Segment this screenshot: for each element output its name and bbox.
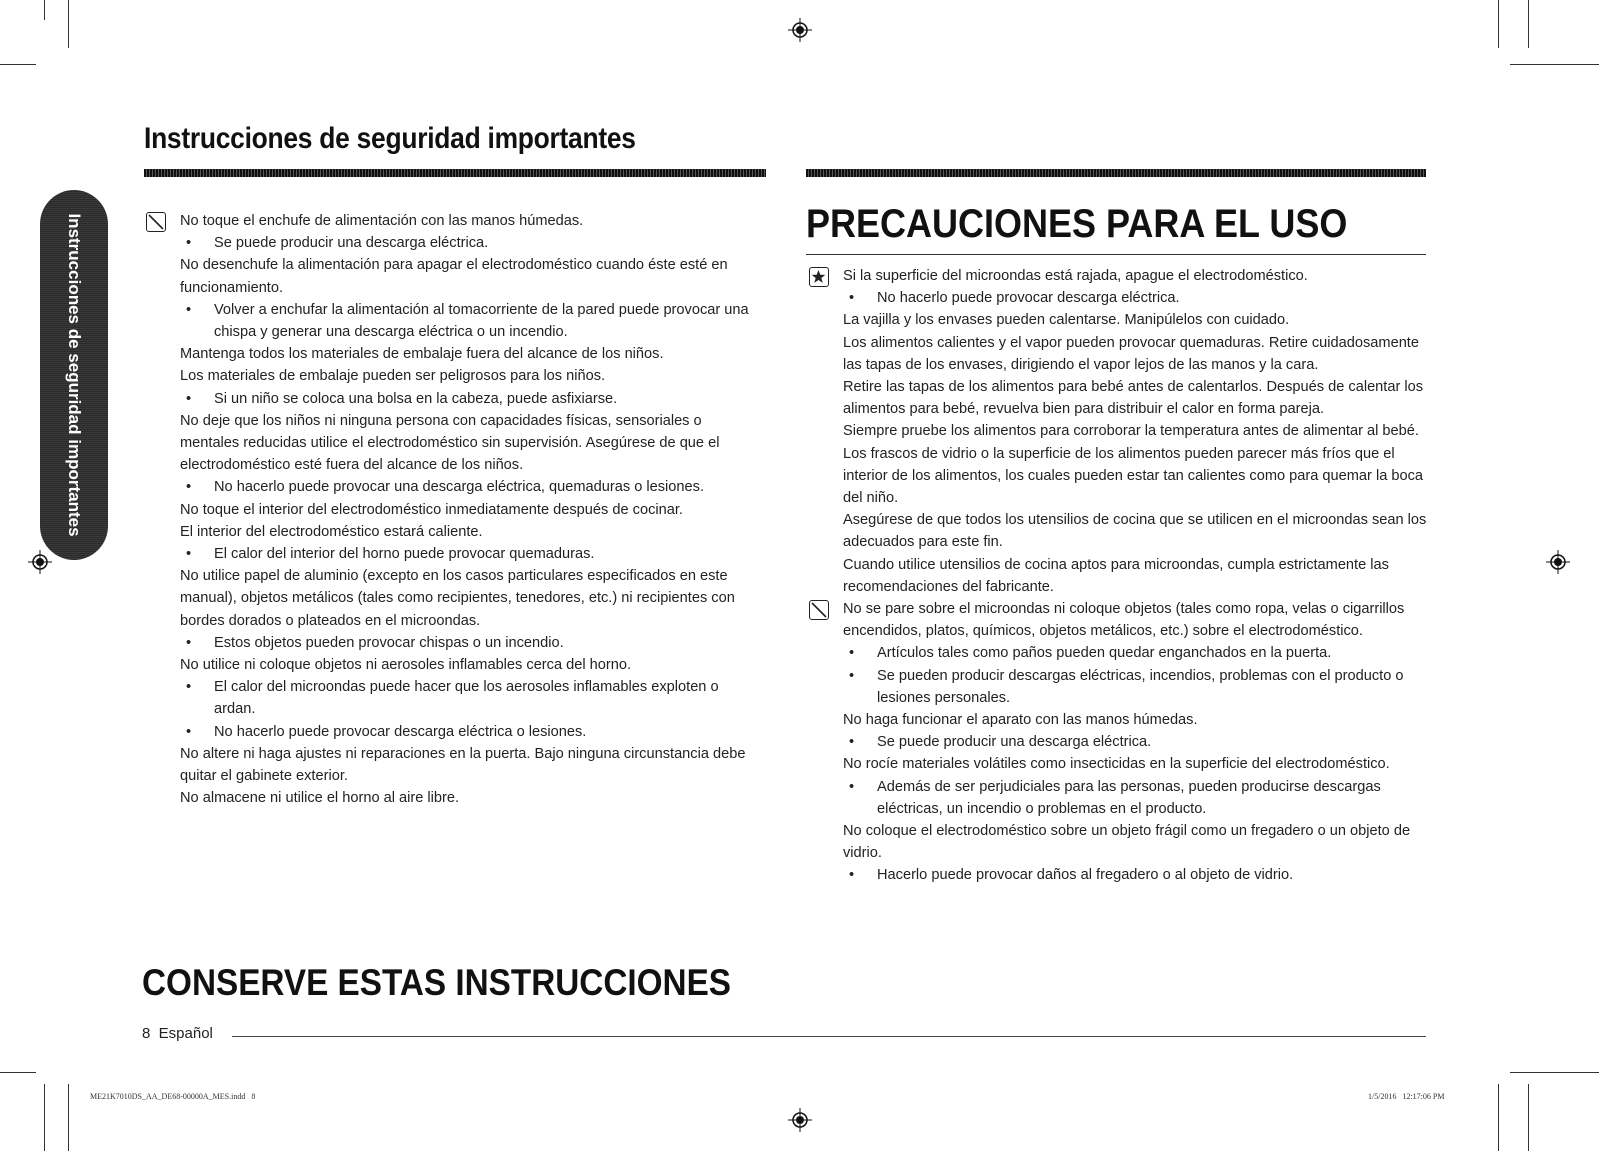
section-title-rule bbox=[806, 254, 1426, 255]
paragraph: Los alimentos calientes y el vapor pueden provocar quemaduras. Retire cuidadosamente las tapas de los envases, dirigiendo el vapor lejos de las manos y la cara. bbox=[843, 334, 1419, 373]
side-tab bbox=[40, 190, 108, 560]
bullet-item: • El calor del interior del horno puede provocar quemaduras. bbox=[180, 543, 762, 565]
paragraph: Retire las tapas de los alimentos para bebé antes de calentarlos. Después de calentar los alimentos para bebé, revuelva bien para distribuir el calor en forma pareja. bbox=[843, 379, 1424, 418]
paragraph: Los materiales de embalaje pueden ser peligrosos para los niños. bbox=[180, 368, 606, 385]
star-note-icon bbox=[809, 267, 829, 287]
paragraph: No rocíe materiales volátiles como insecticidas en la superficie del electrodoméstico. bbox=[843, 756, 1390, 773]
paragraph: No utilice ni coloque objetos ni aerosoles inflamables cerca del horno. bbox=[180, 657, 632, 674]
header-rule-left bbox=[144, 169, 766, 177]
paragraph: La vajilla y los envases pueden calentarse. Manipúlelos con cuidado. bbox=[843, 312, 1290, 329]
paragraph: No almacene ni utilice el horno al aire libre. bbox=[180, 790, 460, 807]
prohibition-icon bbox=[146, 212, 166, 232]
bullet-item: • Volver a enchufar la alimentación al tomacorriente de la pared puede provocar una chispa y generar una descarga eléctrica o un incendio. bbox=[180, 299, 762, 343]
warning-item: No se pare sobre el microondas ni coloque objetos (tales como ropa, velas o cigarrillos encendidos, platos, químicos, objetos metálicos, etc.) sobre el electrodoméstico. bbox=[843, 598, 1429, 642]
bullet-item: • Estos objetos pueden provocar chispas o un incendio. bbox=[180, 632, 762, 654]
paragraph: Siempre pruebe los alimentos para corroborar la temperatura antes de alimentar al bebé. Los frascos de vidrio o la superficie de los alimentos pueden parecer más fríos que el interior de los alimentos, los cuales pueden estar tan calientes como para quemar la boca del niño. bbox=[843, 423, 1424, 507]
paragraph: No utilice papel de aluminio (excepto en los casos particulares especificados en este manual), objetos metálicos (tales como recipientes, tenedores, etc.) ni recipientes con bordes dorados o plateados en el microondas. bbox=[180, 568, 735, 629]
paragraph: No toque el interior del electrodoméstico inmediatamente después de cocinar. bbox=[180, 501, 683, 518]
save-instructions-title: CONSERVE ESTAS INSTRUCCIONES bbox=[142, 962, 732, 1003]
registration-mark-icon bbox=[28, 550, 52, 574]
paragraph: Cuando utilice utensilios de cocina aptos para microondas, cumpla estrictamente las recomendaciones del fabricante. bbox=[843, 556, 1389, 595]
bullet-item: • Además de ser perjudiciales para las personas, pueden producirse descargas eléctricas, un incendio o problemas en el producto. bbox=[843, 776, 1429, 820]
bullet-item: • No hacerlo puede provocar descarga eléctrica o lesiones. bbox=[180, 721, 762, 743]
bullet-item: • Se puede producir una descarga eléctrica. bbox=[843, 731, 1429, 753]
paragraph: No coloque el electrodoméstico sobre un objeto frágil como un fregadero o un objeto de vidrio. bbox=[843, 823, 1411, 862]
left-column bbox=[180, 210, 762, 809]
paragraph: Asegúrese de que todos los utensilios de cocina que se utilicen en el microondas sean los adecuados para este fin. bbox=[843, 512, 1427, 551]
header-rule-right bbox=[806, 169, 1426, 177]
paragraph: No desenchufe la alimentación para apagar el electrodoméstico cuando éste esté en funcionamiento. bbox=[180, 257, 728, 296]
warning-item: No toque el enchufe de alimentación con las manos húmedas. bbox=[180, 210, 762, 232]
bullet-item: • Se pueden producir descargas eléctricas, incendios, problemas con el producto o lesiones personales. bbox=[843, 665, 1429, 709]
bullet-item: • Artículos tales como paños pueden quedar enganchados en la puerta. bbox=[843, 642, 1429, 664]
paragraph: Mantenga todos los materiales de embalaje fuera del alcance de los niños. bbox=[180, 346, 664, 363]
right-column bbox=[843, 265, 1429, 887]
bullet-item: • Hacerlo puede provocar daños al fregadero o al objeto de vidrio. bbox=[843, 864, 1429, 886]
date-slug: 1/5/2016 12:17:06 PM bbox=[1368, 1092, 1445, 1101]
prohibition-icon bbox=[809, 600, 829, 620]
registration-mark-icon bbox=[788, 1108, 812, 1132]
page-header-title: Instrucciones de seguridad importantes bbox=[144, 122, 636, 155]
file-slug: ME21K7010DS_AA_DE68-00000A_MES.indd 8 bbox=[90, 1092, 256, 1101]
paragraph: No deje que los niños ni ninguna persona con capacidades físicas, sensoriales o mentales reducidas utilice el electrodoméstico sin supervisión. Asegúrese de que el electrodoméstico esté fuera del alcance de los niños. bbox=[180, 412, 720, 474]
page-number-label: 8 Español bbox=[142, 1025, 213, 1042]
side-tab-label: Instrucciones de seguridad importantes bbox=[65, 213, 84, 537]
bullet-item: • Si un niño se coloca una bolsa en la cabeza, puede asfixiarse. bbox=[180, 388, 762, 410]
warning-item: Si la superficie del microondas está rajada, apague el electrodoméstico. bbox=[843, 265, 1429, 287]
bullet-item: • No hacerlo puede provocar descarga eléctrica. bbox=[843, 287, 1429, 309]
section-title: PRECAUCIONES PARA EL USO bbox=[806, 202, 1348, 246]
registration-mark-icon bbox=[788, 18, 812, 42]
bullet-item: • El calor del microondas puede hacer que los aerosoles inflamables exploten o ardan. bbox=[180, 676, 762, 720]
bullet-item: • No hacerlo puede provocar una descarga eléctrica, quemaduras o lesiones. bbox=[180, 476, 762, 498]
paragraph: El interior del electrodoméstico estará caliente. bbox=[180, 523, 483, 540]
registration-mark-icon bbox=[1546, 550, 1570, 574]
footer-rule bbox=[232, 1036, 1426, 1037]
bullet-item: • Se puede producir una descarga eléctrica. bbox=[180, 232, 762, 254]
paragraph: No altere ni haga ajustes ni reparaciones en la puerta. Bajo ninguna circunstancia debe quitar el gabinete exterior. bbox=[180, 745, 746, 785]
paragraph: No haga funcionar el aparato con las manos húmedas. bbox=[843, 712, 1198, 729]
